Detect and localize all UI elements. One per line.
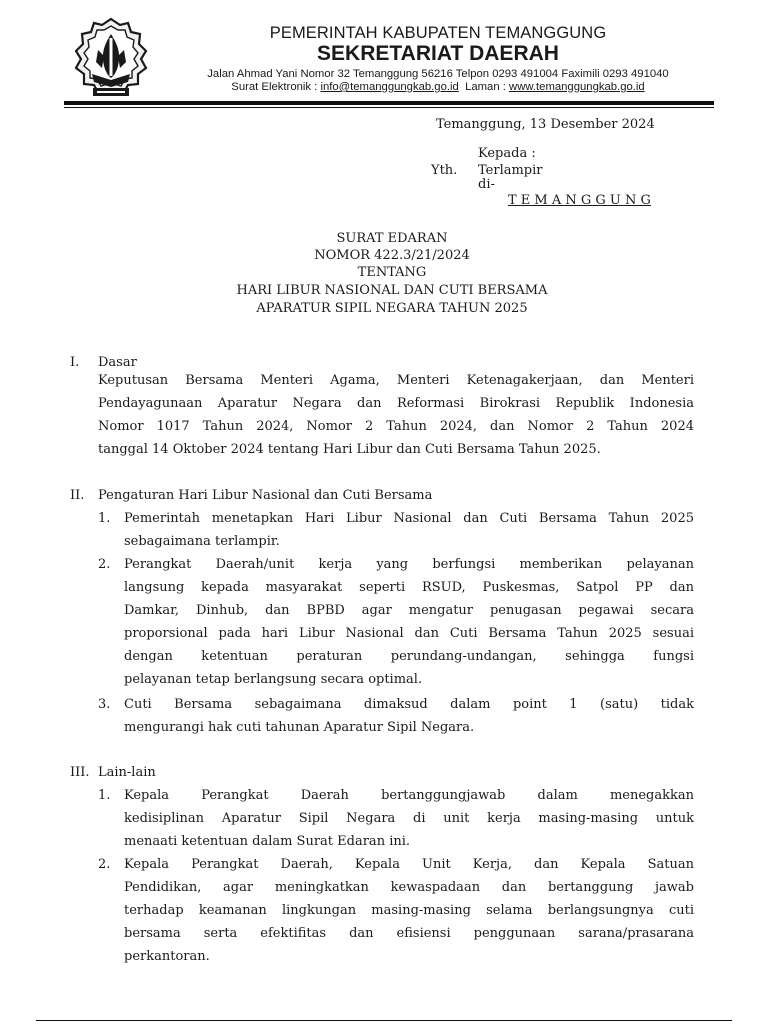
section2-item2-number: 2.: [98, 557, 111, 572]
section2-item2-line: Damkar, Dinhub, dan BPBD agar mengatur penugasan pegawai secara: [124, 603, 694, 618]
section2-item3-body: [124, 693, 694, 739]
email-link[interactable]: info@temanggungkab.go.id: [320, 81, 459, 93]
title-subject-line2: APARATUR SIPIL NEGARA TAHUN 2025: [256, 301, 528, 316]
section2-item1-line: Pemerintah menetapkan Hari Libur Nasional dan Cuti Bersama Tahun 2025: [124, 511, 694, 526]
section2-item2-line: Perangkat Daerah/unit kerja yang berfungsi memberikan pelayanan: [124, 557, 694, 572]
title-tentang: TENTANG: [357, 265, 427, 280]
section1-line: Pendayagunaan Aparatur Negara dan Reformasi Birokrasi Republik Indonesia: [98, 396, 694, 411]
recipient-terlampir: Terlampir: [478, 163, 543, 178]
section2-item2-line: pelayanan tetap berlangsung secara optimal.: [124, 672, 423, 687]
section2-item2-line: proporsional pada hari Libur Nasional dan Cuti Bersama Tahun 2025 sesuai: [124, 626, 694, 641]
section3-item2-line: perkantoran.: [124, 949, 210, 964]
section3-item2-line: terhadap keamanan lingkungan masing-masing selama berlangsungnya cuti: [124, 903, 694, 918]
section3-item1-line: Kepala Perangkat Daerah bertanggungjawab dalam menegakkan: [124, 788, 694, 803]
section2-number: II.: [70, 488, 85, 503]
section1-line: Keputusan Bersama Menteri Agama, Menteri Ketenagakerjaan, dan Menteri: [98, 373, 694, 388]
section3-item2-number: 2.: [98, 857, 111, 872]
section1-body: [98, 369, 694, 461]
section3-heading: Lain-lain: [98, 765, 156, 780]
recipient-city: T E M A N G G U N G: [508, 193, 651, 208]
section3-item1-line: kedisiplinan Aparatur Sipil Negara di unit kerja masing-masing untuk: [124, 811, 694, 826]
section2-item2-body: [124, 553, 694, 691]
regency-coat-of-arms-icon: [68, 16, 154, 102]
section3-item1-body: [124, 784, 694, 853]
title-nomor: NOMOR 422.3/21/2024: [314, 248, 470, 263]
section3-item1-line: menaati ketentuan dalam Surat Edaran ini.: [124, 834, 411, 849]
section2-item2-line: dengan ketentuan peraturan perundang-undangan, sehingga fungsi: [124, 649, 694, 664]
section3-number: III.: [70, 765, 90, 780]
section1-number: I.: [70, 355, 80, 370]
section3-item2-line: Kepala Perangkat Daerah, Kepala Unit Kerja, dan Kepala Satuan: [124, 857, 694, 872]
letterhead-divider-thick: [64, 101, 714, 105]
letterhead-contacts: [168, 81, 708, 93]
section3-item2-line: Pendidikan, agar meningkatkan kewaspadaan dan bertanggung jawab: [124, 880, 694, 895]
section1-line: Nomor 1017 Tahun 2024, Nomor 2 Tahun 2024, dan Nomor 2 Tahun 2024: [98, 419, 694, 434]
section2-item1-line: sebagaimana terlampir.: [124, 534, 280, 549]
website-label: Laman :: [458, 81, 510, 93]
letterhead-office-name: SEKRETARIAT DAERAH: [317, 42, 559, 65]
letterhead-government-name: PEMERINTAH KABUPATEN TEMANGGUNG: [269, 24, 607, 42]
email-label: Surat Elektronik :: [231, 81, 321, 93]
page-bottom-rule: [36, 1020, 732, 1021]
section1-heading: Dasar: [98, 355, 137, 370]
section2-item3-line: mengurangi hak cuti tahunan Aparatur Sipil Negara.: [124, 720, 475, 735]
title-surat-edaran: SURAT EDARAN: [336, 231, 448, 246]
section1-line: tanggal 14 Oktober 2024 tentang Hari Libur dan Cuti Bersama Tahun 2025.: [98, 442, 601, 457]
date-line: Temanggung, 13 Desember 2024: [436, 117, 655, 132]
section2-item2-line: langsung kepada masyarakat seperti RSUD, Puskesmas, Satpol PP dan: [124, 580, 694, 595]
website-link[interactable]: www.temanggungkab.go.id: [509, 81, 645, 93]
recipient-yth: Yth.: [431, 163, 458, 178]
letterhead-divider-thin: [64, 107, 714, 108]
letterhead-address: Jalan Ahmad Yani Nomor 32 Temanggung 56216 Telpon 0293 491004 Faximili 0293 491040: [207, 68, 669, 80]
section2-item1-body: [124, 507, 694, 553]
section2-item3-number: 3.: [98, 697, 111, 712]
section2-item3-line: Cuti Bersama sebagaimana dimaksud dalam point 1 (satu) tidak: [124, 697, 694, 712]
section2-item1-number: 1.: [98, 511, 111, 526]
section3-item2-line: bersama serta efektifitas dan efisiensi penggunaan sarana/prasarana: [124, 926, 694, 941]
title-subject-line1: HARI LIBUR NASIONAL DAN CUTI BERSAMA: [236, 283, 548, 298]
recipient-di: di-: [478, 177, 495, 192]
section3-item2-body: [124, 853, 694, 968]
section2-heading: Pengaturan Hari Libur Nasional dan Cuti Bersama: [98, 488, 433, 503]
recipient-kepada: Kepada :: [478, 146, 536, 161]
section3-item1-number: 1.: [98, 788, 111, 803]
